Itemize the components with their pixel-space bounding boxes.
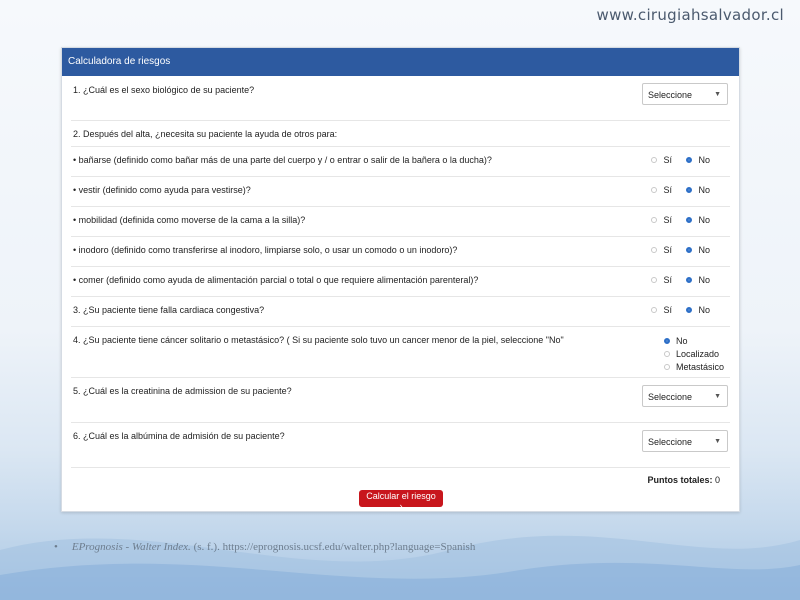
question-cancer-row [71, 327, 730, 378]
citation-title: EPrognosis - Walter Index. [71, 541, 191, 553]
sex-select[interactable] [642, 83, 728, 105]
question-albumin-label: 6. ¿Cuál es la albúmina de admisión de su paciente? [73, 431, 285, 441]
heart-failure-radios [639, 305, 710, 315]
total-points-label: Puntos totales: [647, 475, 713, 485]
radio-empty-icon [651, 307, 657, 313]
help-dressing-label: • vestir (definido como ayuda para vestirse)? [73, 185, 251, 195]
albumin-select-value: Seleccione [648, 437, 693, 447]
eating-yes-radio[interactable] [651, 275, 672, 285]
radio-selected-icon [686, 307, 692, 313]
question-heart-failure-row [71, 297, 730, 327]
radio-option-label: Metastásico [676, 361, 725, 372]
heart-failure-no-radio[interactable] [686, 305, 710, 315]
help-bathing-radios [639, 155, 710, 165]
cancer-no-radio[interactable] [664, 335, 724, 346]
bathing-no-radio[interactable] [686, 155, 710, 165]
caret-down-icon: ▼ [714, 393, 721, 400]
radio-no-label: No [698, 245, 710, 255]
question-creatinine-row [71, 378, 730, 423]
radio-no-label: No [698, 275, 710, 285]
help-mobility-radios [639, 215, 710, 225]
radio-empty-icon [651, 277, 657, 283]
help-toilet-radios [639, 245, 710, 255]
radio-empty-icon [651, 247, 657, 253]
caret-down-icon: ▼ [714, 91, 721, 98]
question-help-row [71, 121, 730, 147]
radio-option-label: Localizado [676, 348, 720, 359]
question-heart-failure-label: 3. ¿Su paciente tiene falla cardiaca congestiva? [73, 305, 265, 315]
heart-failure-yes-radio[interactable] [651, 305, 672, 315]
radio-empty-icon [651, 157, 657, 163]
cancer-radios [664, 335, 724, 374]
help-mobility-label: • mobilidad (definida como moverse de la cama a la silla)? [73, 215, 306, 225]
panel-title: Calculadora de riesgos [62, 48, 739, 76]
radio-yes-label: Sí [663, 275, 672, 285]
radio-yes-label: Sí [663, 215, 672, 225]
risk-calculator-panel [61, 47, 740, 512]
radio-yes-label: Sí [663, 185, 672, 195]
mobility-yes-radio[interactable] [651, 215, 672, 225]
help-toilet-row [71, 237, 730, 267]
albumin-select[interactable] [642, 430, 728, 452]
total-points-value: 0 [714, 475, 720, 485]
radio-selected-icon [686, 157, 692, 163]
radio-empty-icon [664, 364, 670, 370]
radio-yes-label: Sí [663, 155, 672, 165]
total-points [647, 475, 720, 485]
dressing-no-radio[interactable] [686, 185, 710, 195]
help-eating-row [71, 267, 730, 297]
radio-no-label: No [698, 155, 710, 165]
help-mobility-row [71, 207, 730, 237]
bathing-yes-radio[interactable] [651, 155, 672, 165]
bullet-icon: • [54, 541, 58, 553]
question-creatinine-label: 5. ¿Cuál es la creatinina de admission de su paciente? [73, 386, 292, 396]
creatinine-select[interactable] [642, 385, 728, 407]
question-help-label: 2. Después del alta, ¿necesita su paciente la ayuda de otros para: [73, 129, 338, 139]
question-cancer-label: 4. ¿Su paciente tiene cáncer solitario o metastásico? ( Si su paciente solo tuvo un cancer menor de la piel, seleccione "No" [73, 335, 564, 345]
radio-no-label: No [698, 185, 710, 195]
question-sex-row [71, 76, 730, 121]
question-sex-label: 1. ¿Cuál es el sexo biológico de su paciente? [73, 85, 255, 95]
radio-yes-label: Sí [663, 305, 672, 315]
help-bathing-label: • bañarse (definido como bañar más de una parte del cuerpo y / o entrar o salir de la bañera o la ducha)? [73, 155, 492, 165]
calculate-risk-button[interactable]: Calcular el riesgo › [359, 490, 443, 507]
cancer-localized-radio[interactable] [664, 348, 724, 359]
help-eating-radios [639, 275, 710, 285]
dressing-yes-radio[interactable] [651, 185, 672, 195]
caret-down-icon: ▼ [714, 438, 721, 445]
radio-selected-icon [686, 277, 692, 283]
toilet-no-radio[interactable] [686, 245, 710, 255]
help-eating-label: • comer (definido como ayuda de alimentación parcial o total o que requiere alimentación parenteral)? [73, 275, 479, 285]
radio-selected-icon [686, 187, 692, 193]
radio-selected-icon [664, 338, 670, 344]
help-dressing-radios [639, 185, 710, 195]
toilet-yes-radio[interactable] [651, 245, 672, 255]
creatinine-select-value: Seleccione [648, 392, 693, 402]
eating-no-radio[interactable] [686, 275, 710, 285]
radio-option-label: No [676, 335, 688, 346]
sex-select-value: Seleccione [648, 90, 693, 100]
citation [54, 541, 475, 553]
help-toilet-label: • inodoro (definido como transferirse al inodoro, limpiarse solo, o usar un comodo o un inodoro)? [73, 245, 458, 255]
radio-yes-label: Sí [663, 245, 672, 255]
radio-no-label: No [698, 215, 710, 225]
mobility-no-radio[interactable] [686, 215, 710, 225]
radio-empty-icon [664, 351, 670, 357]
radio-no-label: No [698, 305, 710, 315]
question-albumin-row [71, 423, 730, 468]
radio-selected-icon [686, 247, 692, 253]
help-dressing-row [71, 177, 730, 207]
radio-empty-icon [651, 187, 657, 193]
citation-source: (s. f.). https://eprognosis.ucsf.edu/walter.php?language=Spanish [190, 541, 476, 553]
radio-selected-icon [686, 217, 692, 223]
site-url: www.cirugiahsalvador.cl [596, 6, 784, 24]
help-bathing-row [71, 147, 730, 177]
cancer-metastatic-radio[interactable] [664, 361, 724, 372]
radio-empty-icon [651, 217, 657, 223]
